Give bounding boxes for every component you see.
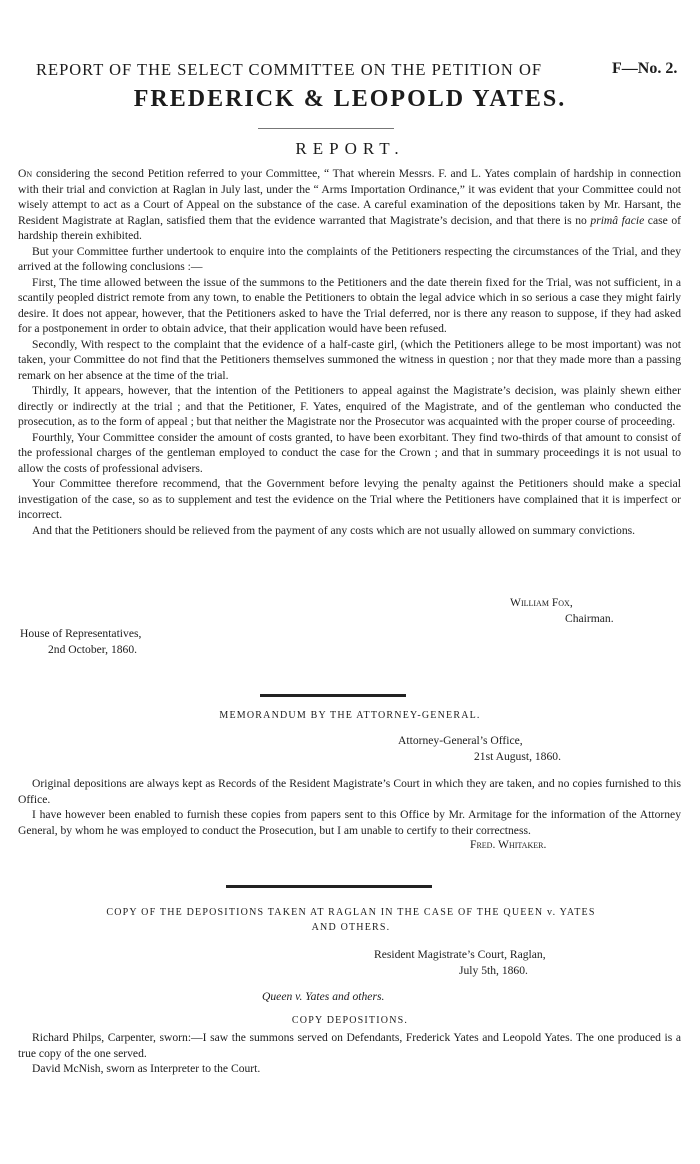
divider-short xyxy=(258,128,394,129)
divider-thick-2 xyxy=(226,885,432,888)
petitioner-names: FREDERICK & LEOPOLD YATES. xyxy=(133,86,567,112)
memo-body xyxy=(18,776,681,838)
memo-paragraph-1: Original depositions are always kept as Records of the Resident Magistrate’s Court in which they are taken, and no copies furnished to this Office. xyxy=(18,777,681,806)
report-body xyxy=(18,166,681,538)
copy-depositions-heading: COPY DEPOSITIONS. xyxy=(291,1015,409,1026)
report-date: 2nd October, 1860. xyxy=(48,643,138,656)
report-paragraph-6: Fourthly, Your Committee consider the amount of costs granted, to have been exorbitant. They find two-thirds of that amount to consist of the professional charges of the gentleman employed to conduct the case for the Crown ; and that in summary proceedings it is not usual to allow the costs of professional advisers. xyxy=(18,430,681,475)
depositions-title xyxy=(46,905,656,935)
depositions-body xyxy=(18,1030,681,1077)
report-paragraph-7: Your Committee therefore recommend, that the Government before levying the penalty against the Petitioners should make a special investigation of the case, so as to supplement and test the evidence on the Trial where the Petitioners have complained that it is imperfect or incorrect. xyxy=(18,477,681,521)
memo-date: 21st August, 1860. xyxy=(474,750,561,763)
paper-number: F—No. 2. xyxy=(612,60,678,77)
report-place: House of Representatives, xyxy=(20,627,142,640)
report-paragraph-5: Thirdly, It appears, however, that the intention of the Petitioners to appeal against the Magistrate’s decision, was plainly shewn either directly or indirectly at the trial ; and that the Petitioner, F. Yates, enquired of the Magistrate, and of the gentleman who conducted the prosecution, as to the form of appeal ; but that neither the Magistrate nor the Prosecutor was acquainted with the proper course of proceeding. xyxy=(18,384,681,428)
deposition-paragraph-2: David McNish, sworn as Interpreter to the Court. xyxy=(32,1062,261,1075)
report-paragraph-2: But your Committee further undertook to enquire into the complaints of the Petitioners respecting the circumstances of the Trial, and they arrived at the following conclusions :— xyxy=(18,244,681,273)
depositions-title-line-1: COPY OF THE DEPOSITIONS TAKEN AT RAGLAN IN THE CASE OF THE QUEEN v. YATES xyxy=(106,907,596,918)
divider-thick-1 xyxy=(260,694,406,697)
deposition-paragraph-1: Richard Philps, Carpenter, sworn:—I saw the summons served on Defendants, Frederick Yates and Leopold Yates. The one produced is a true copy of the one served. xyxy=(18,1031,681,1060)
report-signer: William Fox, xyxy=(510,596,573,609)
report-paragraph-1: On considering the second Petition referred to your Committee, “ That wherein Messrs. F. and L. Yates complain of hardship in connection with their trial and conviction at Raglan in July last, under the “ Arms Importation Ordinance,” it was evident that your Committee could not wisely attempt to act as a Court of Appeal on the substance of the case. A careful examination of the depositions taken by Mr. Harsant, the Resident Magistrate at Raglan, satisfied them that the evidence warranted that Magistrate’s decision, and that there is no primâ facie case of hardship therein exhibited. xyxy=(18,167,681,242)
report-title-line xyxy=(36,60,676,80)
drop-word: On xyxy=(18,167,33,180)
memo-office: Attorney-General’s Office, xyxy=(398,734,523,747)
case-name: Queen v. Yates and others. xyxy=(262,990,385,1003)
memo-title: MEMORANDUM BY THE ATTORNEY-GENERAL. xyxy=(219,710,481,721)
report-paragraph-4: Secondly, With respect to the complaint that the evidence of a half-caste girl, (which the Petitioners allege to be most important) was not taken, your Committee do not find that the Petitioners themselves summoned the witness in question ; nor that they made more than a passing remark on her absence at the time of the trial. xyxy=(18,337,681,382)
depositions-title-line-2: AND OTHERS. xyxy=(311,922,391,933)
court-date: July 5th, 1860. xyxy=(459,964,528,977)
report-heading: REPORT. xyxy=(295,139,405,158)
report-paragraph-3: First, The time allowed between the issue of the summons to the Petitioners and the date therein fixed for the Trial, was not sufficient, in a scantily peopled district remote from any town, to enable the Petitioners to obtain the legal advice which in so serious a case they might fairly desire. It does not appear, however, that the Petitioners asked to have the Trial deferred, nor is there any reason to suppose, if they had asked for a postponement in order to obtain advice, that their application would have been refused. xyxy=(18,275,681,335)
memo-signer: Fred. Whitaker. xyxy=(470,838,547,851)
memo-paragraph-2: I have however been enabled to furnish these copies from papers sent to this Office by Mr. Armitage for the information of the Attorney General, by whom he was employed to conduct the Prosecution, but I am unable to certify to their correctness. xyxy=(18,808,681,837)
report-paragraph-8: And that the Petitioners should be relieved from the payment of any costs which are not usually allowed on summary convictions. xyxy=(32,523,636,537)
court-name: Resident Magistrate’s Court, Raglan, xyxy=(374,948,546,961)
report-signer-role: Chairman. xyxy=(565,612,614,625)
title-line-text: REPORT OF THE SELECT COMMITTEE ON THE PETITION OF xyxy=(36,60,543,79)
